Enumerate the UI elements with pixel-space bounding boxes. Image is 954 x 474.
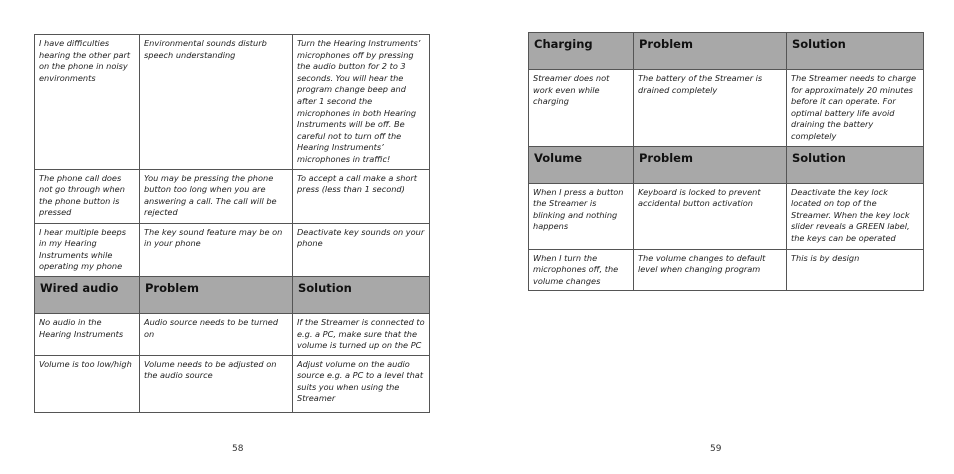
problem-cell: The phone call does not go through when the phone button is pressed [35,169,140,223]
section-header-charging [529,33,924,70]
cause-cell: You may be pressing the phone button too long when you are answering a call. The call will be rejected [140,169,293,223]
column-header-problem: Problem [634,33,787,70]
cause-cell: Audio source needs to be turned on [140,313,293,355]
solution-cell: If the Streamer is connected to e.g. a PC, make sure that the volume is turned up on the PC [293,313,430,355]
cause-cell: Keyboard is locked to prevent accidental button activation [634,183,787,249]
solution-cell: The Streamer needs to charge for approximately 20 minutes before it can operate. For optimal battery life avoid draining the battery completely [787,70,924,147]
cause-cell: The volume changes to default level when changing program [634,249,787,291]
column-header-solution: Solution [787,146,924,183]
cause-cell: Volume needs to be adjusted on the audio source [140,355,293,412]
solution-cell: Adjust volume on the audio source e.g. a PC to a level that suits you when using the Streamer [293,355,430,412]
solution-cell: To accept a call make a short press (less than 1 second) [293,169,430,223]
solution-cell: Turn the Hearing Instruments’ microphones off by pressing the audio button for 2 to 3 seconds. You will hear the program change beep and after 1 second the microphones in both Hearing Instruments will be off. Be careful not to turn off the Hearing Instruments’ microphones in traffic! [293,35,430,170]
problem-cell: I hear multiple beeps in my Hearing Instruments while operating my phone [35,223,140,276]
problem-cell: No audio in the Hearing Instruments [35,313,140,355]
table-row [529,70,924,147]
solution-cell: Deactivate key sounds on your phone [293,223,430,276]
problem-cell: Streamer does not work even while charging [529,70,634,147]
column-header-solution: Solution [787,33,924,70]
section-title: Wired audio [35,276,140,313]
table-row [529,249,924,291]
problem-cell: When I turn the microphones off, the volume changes [529,249,634,291]
column-header-solution: Solution [293,276,430,313]
table-row [529,183,924,249]
cause-cell: The key sound feature may be on in your phone [140,223,293,276]
cause-cell: Environmental sounds disturb speech understanding [140,35,293,170]
page-number: 59 [710,444,722,454]
section-header-volume [529,146,924,183]
section-title: Charging [529,33,634,70]
problem-cell: When I press a button the Streamer is blinking and nothing happens [529,183,634,249]
solution-cell: Deactivate the key lock located on top of the Streamer. When the key lock slider reveals a GREEN label, the keys can be operated [787,183,924,249]
cause-cell: The battery of the Streamer is drained completely [634,70,787,147]
page-number: 58 [232,444,244,454]
right-troubleshooting-table [528,32,924,291]
column-header-problem: Problem [634,146,787,183]
problem-cell: I have difficulties hearing the other part on the phone in noisy environments [35,35,140,170]
solution-cell: This is by design [787,249,924,291]
problem-cell: Volume is too low/high [35,355,140,412]
column-header-problem: Problem [140,276,293,313]
section-title: Volume [529,146,634,183]
